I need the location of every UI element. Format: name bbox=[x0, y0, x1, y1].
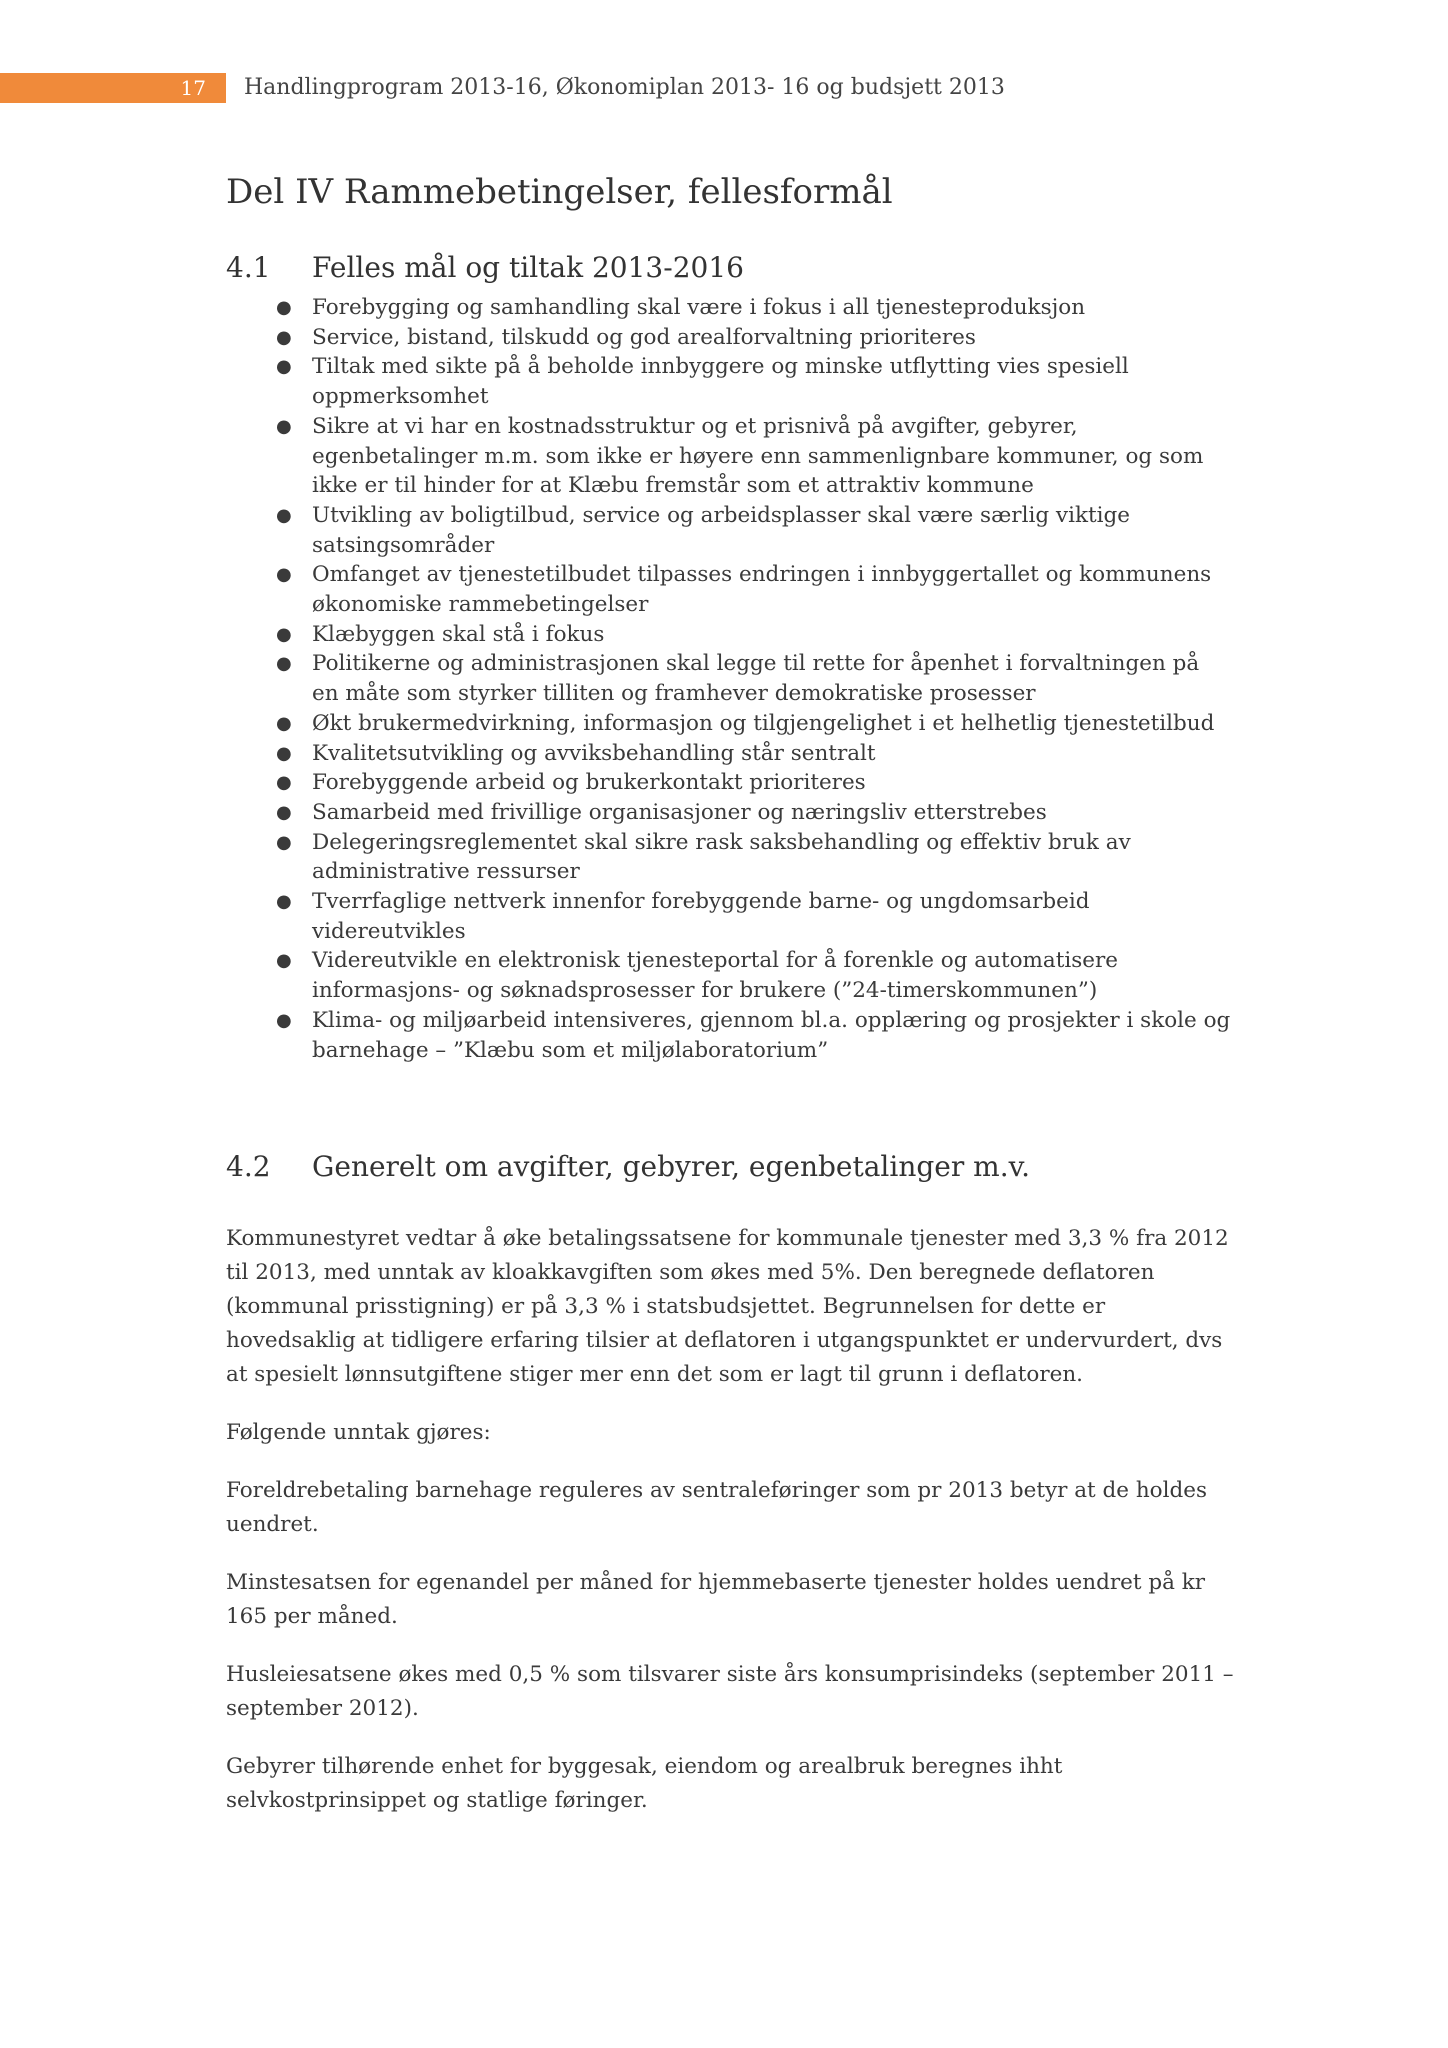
paragraph: Foreldrebetaling barnehage reguleres av sentraleføringer som pr 2013 betyr at de holdes uendret. bbox=[226, 1478, 1208, 1537]
list-item-text: Tverrfaglige nettverk innenfor forebyggende barne- og ungdomsarbeid videreutvikles bbox=[312, 889, 1090, 944]
list-item-text: Politikerne og administrasjonen skal legge til rette for åpenhet i forvaltningen på en måte som styrker tilliten og framhever demokratiske prosesser bbox=[312, 651, 1200, 707]
bullet-icon: ● bbox=[276, 504, 292, 526]
list-item-text: Delegeringsreglementet skal sikre rask saksbehandling og effektiv bruk av administrative ressurser bbox=[312, 829, 1131, 885]
list-item bbox=[276, 798, 1232, 828]
bullet-icon: ● bbox=[276, 297, 292, 318]
part-title: Del IV Rammebetingelser, fellesformål bbox=[226, 172, 893, 212]
bullet-icon: ● bbox=[276, 772, 292, 794]
list-item bbox=[276, 293, 1232, 323]
section-body bbox=[226, 1222, 1236, 1842]
bullet-icon: ● bbox=[276, 950, 292, 972]
list-item-text: Tiltak med sikte på å beholde innbyggere og minske utflytting vies spesiell oppmerksomhet bbox=[312, 354, 1129, 410]
bullet-icon: ● bbox=[276, 623, 292, 645]
bullet-icon: ● bbox=[276, 653, 292, 675]
list-item-text: Samarbeid med frivillige organisasjoner og næringsliv etterstrebes bbox=[312, 799, 1047, 825]
list-item bbox=[276, 739, 1232, 769]
bullet-icon: ● bbox=[276, 564, 292, 586]
list-item-text: Videreutvikle en elektronisk tjenesteportal for å forenkle og automatisere informasjons- og søknadsprosesser for brukere (”24-timerskommunen”) bbox=[312, 948, 1119, 1004]
list-item bbox=[276, 501, 1232, 560]
list-item bbox=[276, 1006, 1232, 1065]
list-item bbox=[276, 709, 1232, 739]
bullet-icon: ● bbox=[276, 891, 292, 913]
section-number: 4.1 bbox=[226, 251, 271, 284]
list-item-text: Økt brukermedvirkning, informasjon og tilgjengelighet i et helhetlig tjenestetilbud bbox=[312, 710, 1215, 736]
list-item bbox=[276, 412, 1232, 501]
section-number: 4.2 bbox=[226, 1150, 271, 1183]
paragraph: Gebyrer tilhørende enhet for byggesak, eiendom og arealbruk beregnes ihht selvkostprinsippet og statlige føringer. bbox=[226, 1754, 1063, 1813]
list-item-text: Omfanget av tjenestetilbudet tilpasses endringen i innbyggertallet og kommunens økonomiske rammebetingelser bbox=[312, 562, 1212, 618]
list-item bbox=[276, 323, 1232, 353]
page-number-badge: 17 bbox=[0, 73, 226, 103]
list-item-text: Forebygging og samhandling skal være i fokus i all tjenesteproduksjon bbox=[312, 295, 1086, 320]
list-item-text: Klima- og miljøarbeid intensiveres, gjennom bl.a. opplæring og prosjekter i skole og barnehage – ”Klæbu som et miljølaboratorium” bbox=[312, 1007, 1231, 1063]
list-item bbox=[276, 828, 1232, 887]
list-item bbox=[276, 946, 1232, 1005]
bullet-icon: ● bbox=[276, 801, 292, 823]
paragraph: Kommunestyret vedtar å øke betalingssatsene for kommunale tjenester med 3,3 % fra 2012 til 2013, med unntak av kloakkavgiften som økes med 5%. Den beregnede deflatoren (kommunal prisstigning) er på 3,3 % i statsbudsjettet. Begrunnelsen for dette er hovedsaklig at tidligere erfaring tilsier at deflatoren i utgangspunktet er undervurdert, dvs at spesielt lønnsutgiftene stiger mer enn det som er lagt til grunn i deflatoren. bbox=[226, 1226, 1229, 1387]
list-item bbox=[276, 620, 1232, 650]
list-item-text: Forebyggende arbeid og brukerkontakt prioriteres bbox=[312, 770, 866, 796]
list-item bbox=[276, 887, 1232, 946]
section-title: Generelt om avgifter, gebyrer, egenbetalinger m.v. bbox=[312, 1150, 1031, 1183]
list-item bbox=[276, 560, 1232, 619]
bullet-icon: ● bbox=[276, 326, 292, 348]
running-header-title: Handlingprogram 2013-16, Økonomiplan 2013- 16 og budsjett 2013 bbox=[244, 75, 1005, 100]
list-item bbox=[276, 352, 1232, 411]
list-item-text: Utvikling av boligtilbud, service og arbeidsplasser skal være særlig viktige satsingsområder bbox=[312, 502, 1130, 558]
goal-list bbox=[276, 293, 1232, 1065]
list-item-text: Service, bistand, tilskudd og god arealforvaltning prioriteres bbox=[312, 324, 976, 350]
list-item bbox=[276, 768, 1232, 798]
section-heading-4-2 bbox=[226, 1150, 1030, 1183]
paragraph: Minstesatsen for egenandel per måned for hjemmebaserte tjenester holdes uendret på kr 165 per måned. bbox=[226, 1570, 1206, 1629]
bullet-icon: ● bbox=[276, 415, 292, 437]
list-item-text: Klæbyggen skal stå i fokus bbox=[312, 621, 605, 647]
bullet-icon: ● bbox=[276, 356, 292, 378]
section-heading-4-1 bbox=[226, 251, 744, 284]
bullet-icon: ● bbox=[276, 831, 292, 853]
paragraph: Følgende unntak gjøres: bbox=[226, 1420, 491, 1445]
bullet-icon: ● bbox=[276, 1009, 292, 1031]
bullet-icon: ● bbox=[276, 712, 292, 734]
list-item bbox=[276, 649, 1232, 708]
bullet-icon: ● bbox=[276, 742, 292, 764]
paragraph: Husleiesatsene økes med 0,5 % som tilsvarer siste års konsumprisindeks (september 2011 – september 2012). bbox=[226, 1662, 1234, 1721]
list-item-text: Sikre at vi har en kostnadsstruktur og et prisnivå på avgifter, gebyrer, egenbetalinger m.m. som ikke er høyere enn sammenlignbare kommuner, og som ikke er til hinder for at Klæbu fremstår som et attraktiv kommune bbox=[312, 413, 1204, 499]
list-item-text: Kvalitetsutvikling og avviksbehandling står sentralt bbox=[312, 740, 876, 766]
section-title: Felles mål og tiltak 2013-2016 bbox=[312, 251, 744, 284]
